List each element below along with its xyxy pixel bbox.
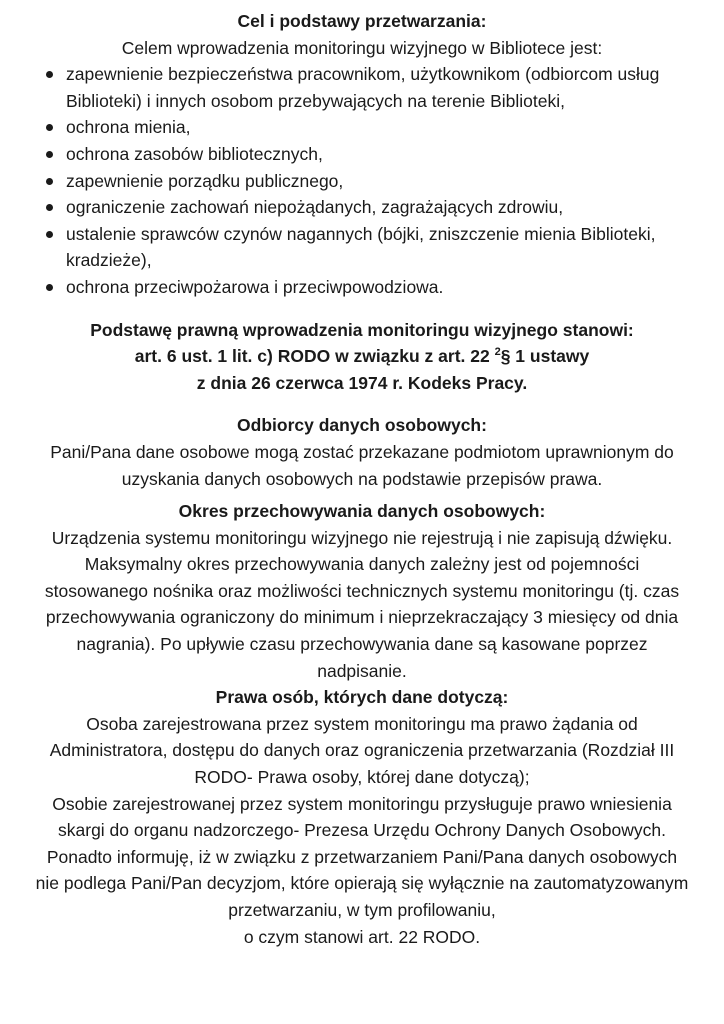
legal-basis-paragraph: § 1 ustawy	[500, 346, 590, 367]
section-heading-retention: Okres przechowywania danych osobowych:	[178, 501, 546, 522]
rights-paragraph-4: o czym stanowi art. 22 RODO.	[243, 926, 481, 947]
purpose-list-item: ochrona przeciwpożarowa i przeciwpowodziowa.	[66, 274, 690, 301]
rights-paragraph-3: Ponadto informuję, iż w związku z przetwarzaniem Pani/Pana danych osobowych nie podlega Pani/Pan decyzjom, które opierają się wyłącznie na zautomatyzowanym przetwarzaniu, w tym profilowaniu,	[35, 846, 689, 920]
purpose-list-item: zapewnienie porządku publicznego,	[66, 168, 690, 195]
section-heading-recipients: Odbiorcy danych osobowych:	[237, 415, 487, 436]
legal-basis-block	[34, 317, 690, 397]
legal-basis-line-2	[34, 343, 690, 370]
legal-basis-article: art. 6 ust. 1 lit. c) RODO w związku z art. 22	[134, 346, 495, 367]
purpose-list-item: ochrona mienia,	[66, 114, 690, 141]
section-heading-purpose: Cel i podstawy przetwarzania:	[237, 11, 487, 31]
rights-paragraph-1: Osoba zarejestrowana przez system monitoringu ma prawo żądania od Administratora, dostępu do danych oraz ograniczenia przetwarzania (Rozdział III RODO- Prawa osoby, której dane dotyczą);	[49, 713, 675, 788]
purpose-list-item: ustalenie sprawców czynów nagannych (bójki, zniszczenie mienia Biblioteki, kradzieże),	[66, 221, 690, 274]
purpose-intro: Celem wprowadzenia monitoringu wizyjnego w Bibliotece jest:	[121, 37, 603, 58]
purpose-list-item: zapewnienie bezpieczeństwa pracownikom, użytkownikom (odbiorcom usług Biblioteki) i innych osobom przebywających na terenie Biblioteki,	[66, 61, 690, 114]
legal-basis-superscript: 2	[494, 346, 501, 359]
section-heading-rights: Prawa osób, których dane dotyczą:	[215, 687, 509, 708]
legal-basis-line-3: z dnia 26 czerwca 1974 r. Kodeks Pracy.	[196, 372, 528, 393]
retention-text: Urządzenia systemu monitoringu wizyjnego nie rejestrują i nie zapisują dźwięku. Maksymalny okres przechowywania danych zależny jest od pojemności stosowanego nośnika oraz możliwości technicznych systemu monitoringu (tj. czas przechowywania ograniczony do minimum i nieprzekraczający 3 miesięcy od dnia nagrania). Po upływie czasu przechowywania dane są kasowane poprzez nadpisanie.	[44, 527, 680, 681]
rights-paragraph-2: Osobie zarejestrowanej przez system monitoringu przysługuje prawo wniesienia skargi do organu nadzorczego- Prezesa Urzędu Ochrony Danych Osobowych.	[52, 793, 672, 841]
legal-basis-line-1: Podstawę prawną wprowadzenia monitoringu wizyjnego stanowi:	[90, 319, 634, 340]
purpose-list-item: ochrona zasobów bibliotecznych,	[66, 141, 690, 168]
purpose-list	[34, 61, 690, 300]
purpose-list-item: ograniczenie zachowań niepożądanych, zagrażających zdrowiu,	[66, 194, 690, 221]
recipients-text: Pani/Pana dane osobowe mogą zostać przekazane podmiotom uprawnionym do uzyskania danych osobowych na podstawie przepisów prawa.	[50, 441, 674, 489]
